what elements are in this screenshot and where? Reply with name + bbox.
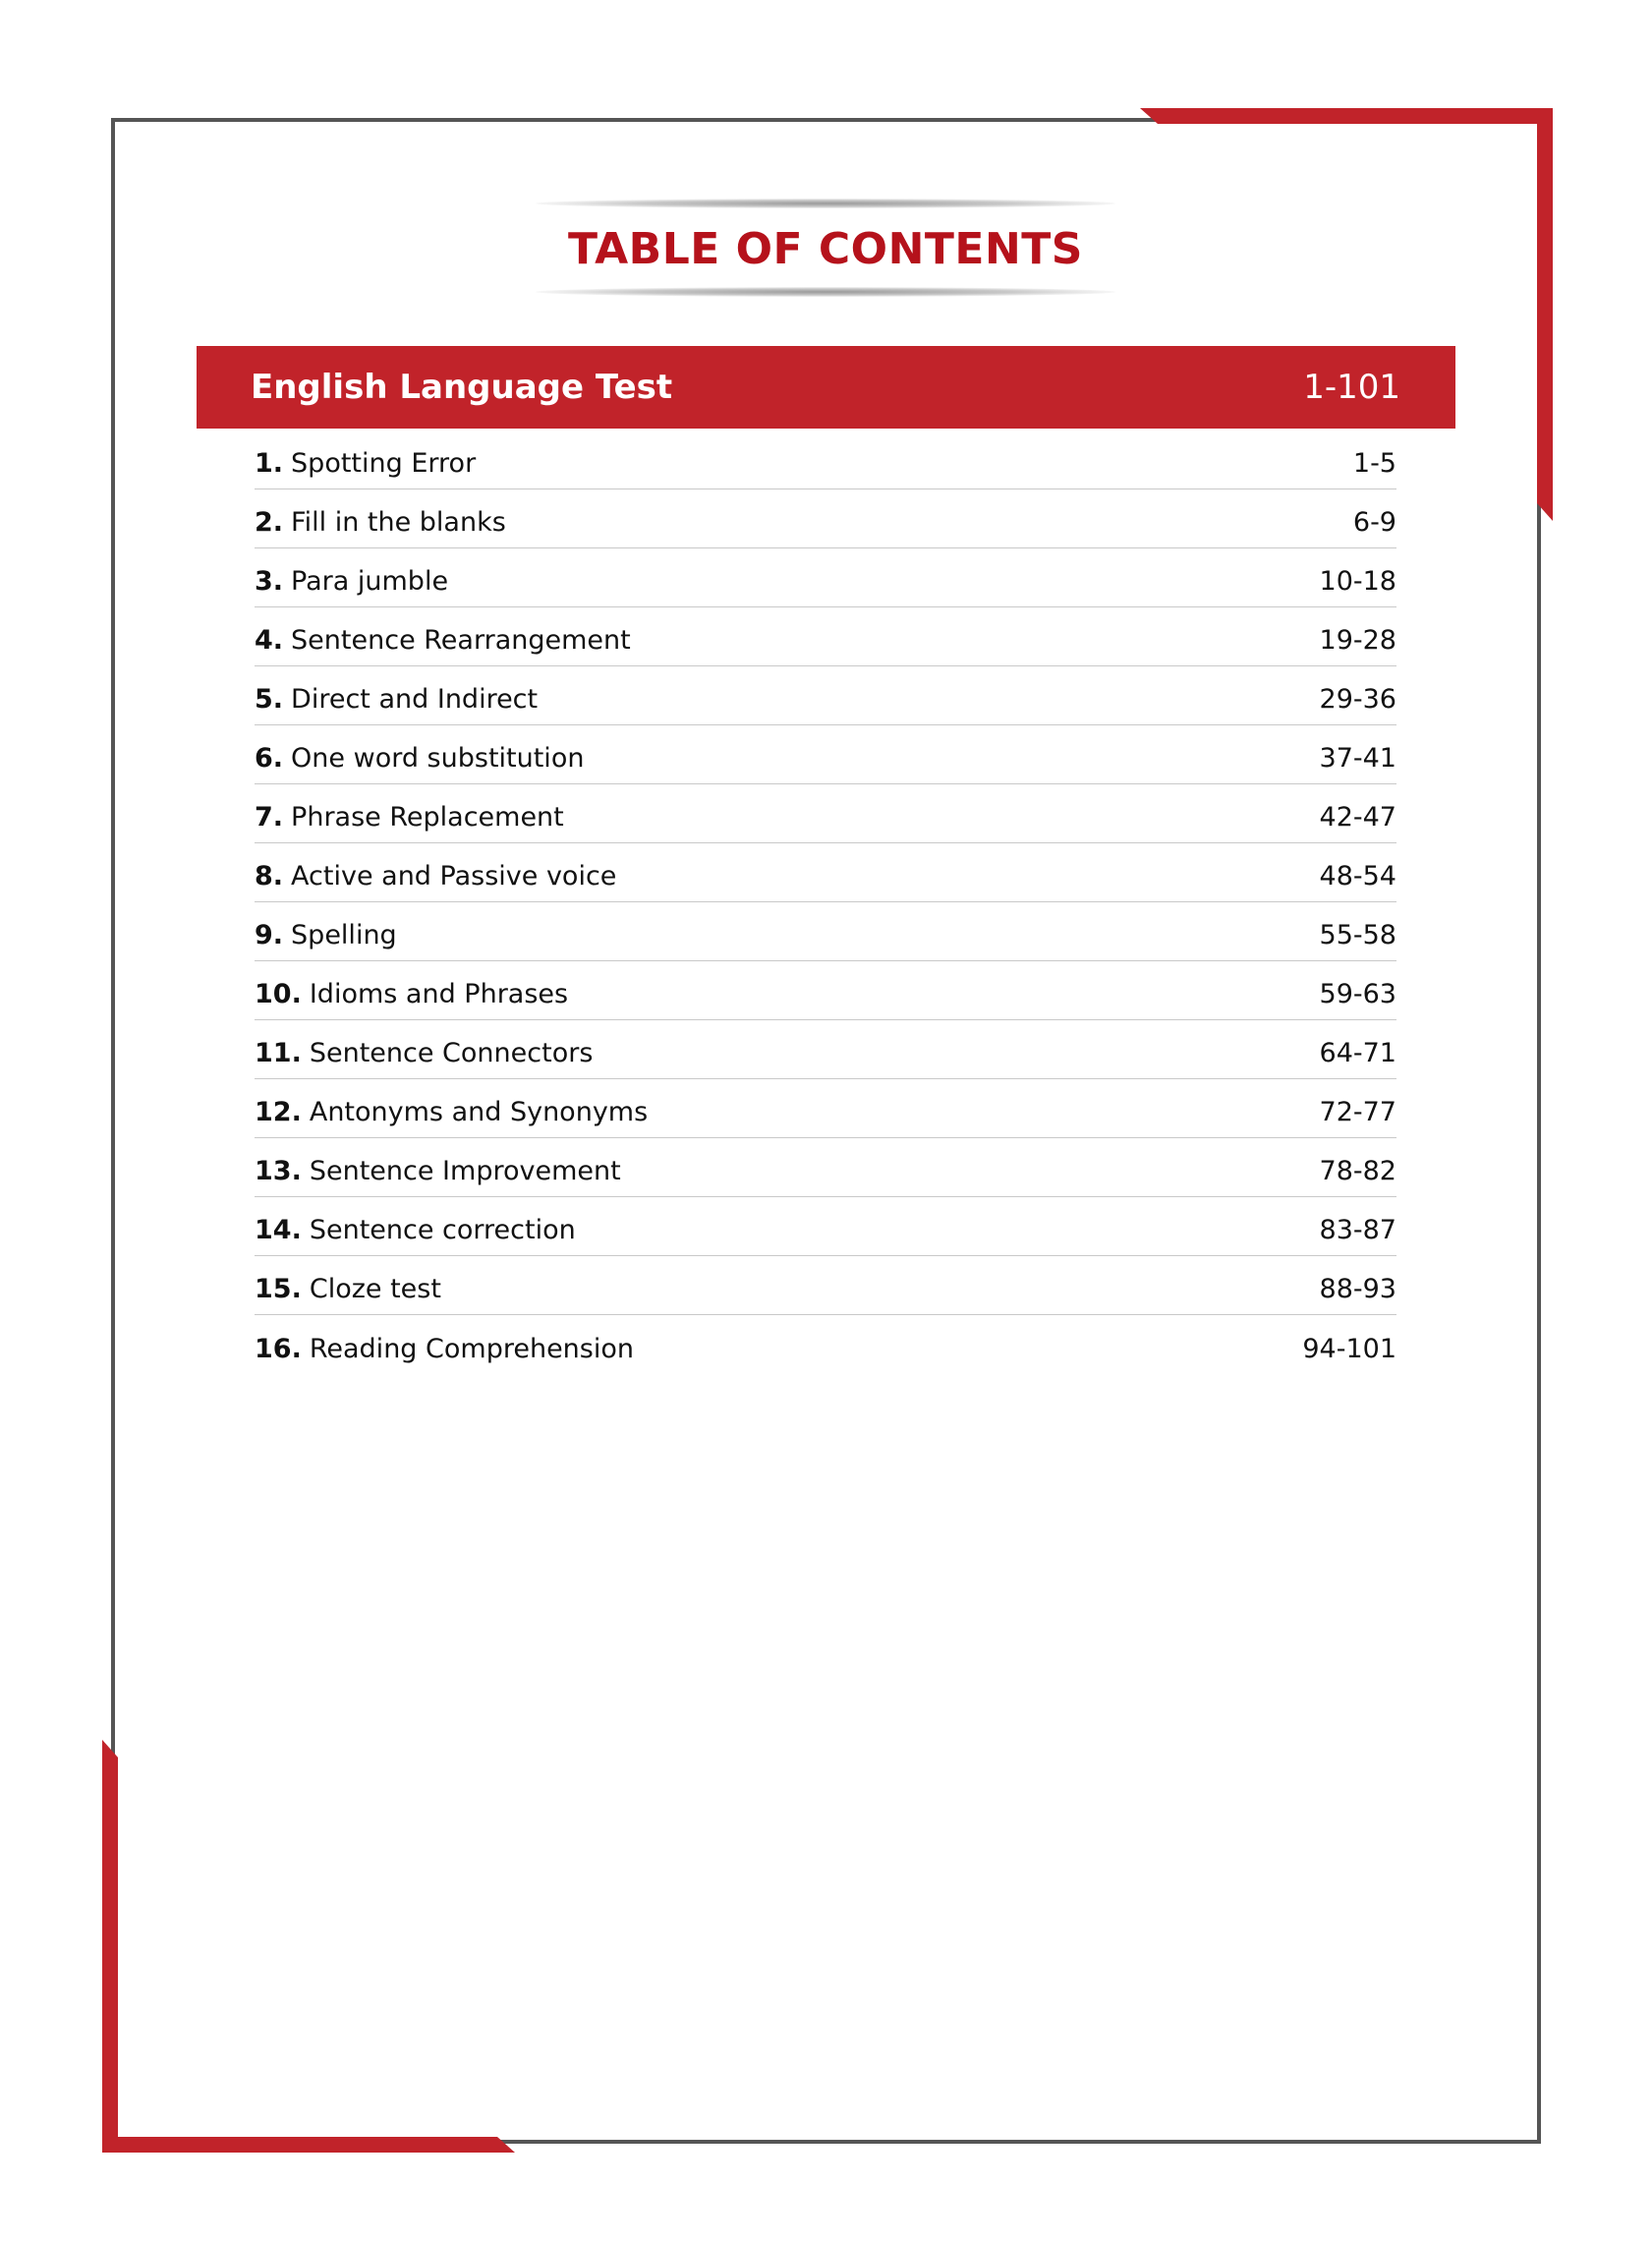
toc-entry-pages: 72-77: [1319, 1097, 1396, 1127]
section-header[interactable]: [197, 346, 1455, 429]
corner-accent-bottom-left: [102, 2137, 515, 2153]
toc-entry[interactable]: [255, 489, 1396, 548]
toc-entry-pages: 78-82: [1319, 1156, 1396, 1186]
toc-entry-number: 12.: [255, 1097, 302, 1127]
toc-entry-title: [255, 861, 616, 891]
corner-accent-right-top: [1537, 108, 1553, 521]
toc-entry[interactable]: [255, 784, 1396, 843]
toc-entry-pages: 6-9: [1352, 507, 1396, 538]
toc-entry-number: 7.: [255, 802, 284, 833]
toc-entry-label: Spelling: [291, 920, 397, 950]
toc-entry-pages: 1-5: [1352, 448, 1396, 479]
toc-entry-pages: 94-101: [1302, 1333, 1396, 1364]
toc-entry-label: Phrase Replacement: [291, 802, 564, 833]
toc-entry-pages: 37-41: [1319, 743, 1396, 774]
toc-list: [255, 431, 1396, 1374]
toc-entry-pages: 29-36: [1319, 684, 1396, 715]
toc-entry[interactable]: [255, 607, 1396, 666]
toc-entry[interactable]: [255, 666, 1396, 725]
toc-entry-label: Idioms and Phrases: [309, 979, 569, 1009]
toc-entry-title: [255, 802, 564, 833]
toc-entry-title: [255, 1097, 648, 1127]
toc-entry-label: Active and Passive voice: [291, 861, 617, 891]
toc-entry-number: 8.: [255, 861, 284, 891]
toc-entry-title: [255, 1156, 621, 1186]
corner-accent-left-bottom: [102, 1740, 118, 2153]
toc-entry-title: [255, 1215, 576, 1245]
toc-entry-pages: 64-71: [1319, 1038, 1396, 1068]
toc-entry[interactable]: [255, 843, 1396, 902]
toc-entry-pages: 19-28: [1319, 625, 1396, 656]
toc-entry-pages: 59-63: [1319, 979, 1396, 1009]
toc-entry-title: [255, 1038, 593, 1068]
toc-entry[interactable]: [255, 1138, 1396, 1197]
toc-entry-pages: 42-47: [1319, 802, 1396, 833]
toc-entry-label: Sentence correction: [309, 1215, 576, 1245]
toc-entry-pages: 48-54: [1319, 861, 1396, 891]
toc-entry[interactable]: [255, 725, 1396, 784]
toc-entry[interactable]: [255, 548, 1396, 607]
toc-entry-pages: 10-18: [1319, 566, 1396, 597]
toc-entry-number: 15.: [255, 1274, 302, 1304]
toc-entry-number: 13.: [255, 1156, 302, 1186]
toc-entry-title: [255, 684, 538, 715]
toc-entry-label: Cloze test: [309, 1274, 441, 1304]
toc-entry-number: 10.: [255, 979, 302, 1009]
toc-entry-pages: 55-58: [1319, 920, 1396, 950]
toc-entry-title: [255, 1334, 634, 1364]
toc-entry-number: 9.: [255, 920, 284, 950]
toc-entry-number: 14.: [255, 1215, 302, 1245]
toc-entry-label: One word substitution: [291, 743, 585, 774]
toc-entry-label: Para jumble: [291, 566, 449, 597]
toc-entry-label: Antonyms and Synonyms: [309, 1097, 649, 1127]
toc-entry[interactable]: [255, 961, 1396, 1020]
toc-entry[interactable]: [255, 1256, 1396, 1315]
toc-entry-number: 1.: [255, 448, 284, 479]
toc-entry-title: [255, 507, 506, 538]
toc-entry-number: 6.: [255, 743, 284, 774]
toc-entry-label: Reading Comprehension: [309, 1333, 634, 1364]
toc-entry-title: [255, 448, 476, 479]
title-rule-bottom: [536, 287, 1115, 297]
section-title: English Language Test: [251, 368, 673, 407]
toc-entry-title: [255, 979, 568, 1009]
toc-entry-number: 3.: [255, 566, 284, 597]
toc-entry-pages: 83-87: [1319, 1215, 1396, 1245]
toc-entry-label: Direct and Indirect: [291, 684, 539, 715]
toc-entry[interactable]: [255, 431, 1396, 489]
toc-entry-number: 11.: [255, 1038, 302, 1068]
toc-entry[interactable]: [255, 1020, 1396, 1079]
corner-accent-top-right: [1140, 108, 1553, 124]
section-page-range: 1-101: [1303, 368, 1400, 407]
toc-entry[interactable]: [255, 902, 1396, 961]
title-rule-top: [536, 199, 1115, 208]
page-title: TABLE OF CONTENTS: [568, 224, 1083, 274]
toc-entry-title: [255, 1274, 441, 1304]
toc-entry-label: Fill in the blanks: [291, 507, 506, 538]
toc-entry-title: [255, 743, 584, 774]
toc-entry-title: [255, 625, 631, 656]
toc-entry-title: [255, 920, 397, 950]
toc-entry[interactable]: [255, 1197, 1396, 1256]
toc-entry[interactable]: [255, 1079, 1396, 1138]
toc-entry[interactable]: [255, 1315, 1396, 1374]
toc-entry-title: [255, 566, 448, 597]
toc-entry-number: 5.: [255, 684, 284, 715]
toc-entry-label: Spotting Error: [291, 448, 477, 479]
toc-entry-number: 2.: [255, 507, 284, 538]
toc-entry-pages: 88-93: [1319, 1274, 1396, 1304]
title-block: [536, 197, 1115, 305]
toc-entry-label: Sentence Improvement: [309, 1156, 621, 1186]
toc-entry-label: Sentence Rearrangement: [291, 625, 631, 656]
toc-entry-number: 16.: [255, 1333, 302, 1364]
toc-entry-label: Sentence Connectors: [309, 1038, 594, 1068]
toc-entry-number: 4.: [255, 625, 284, 656]
